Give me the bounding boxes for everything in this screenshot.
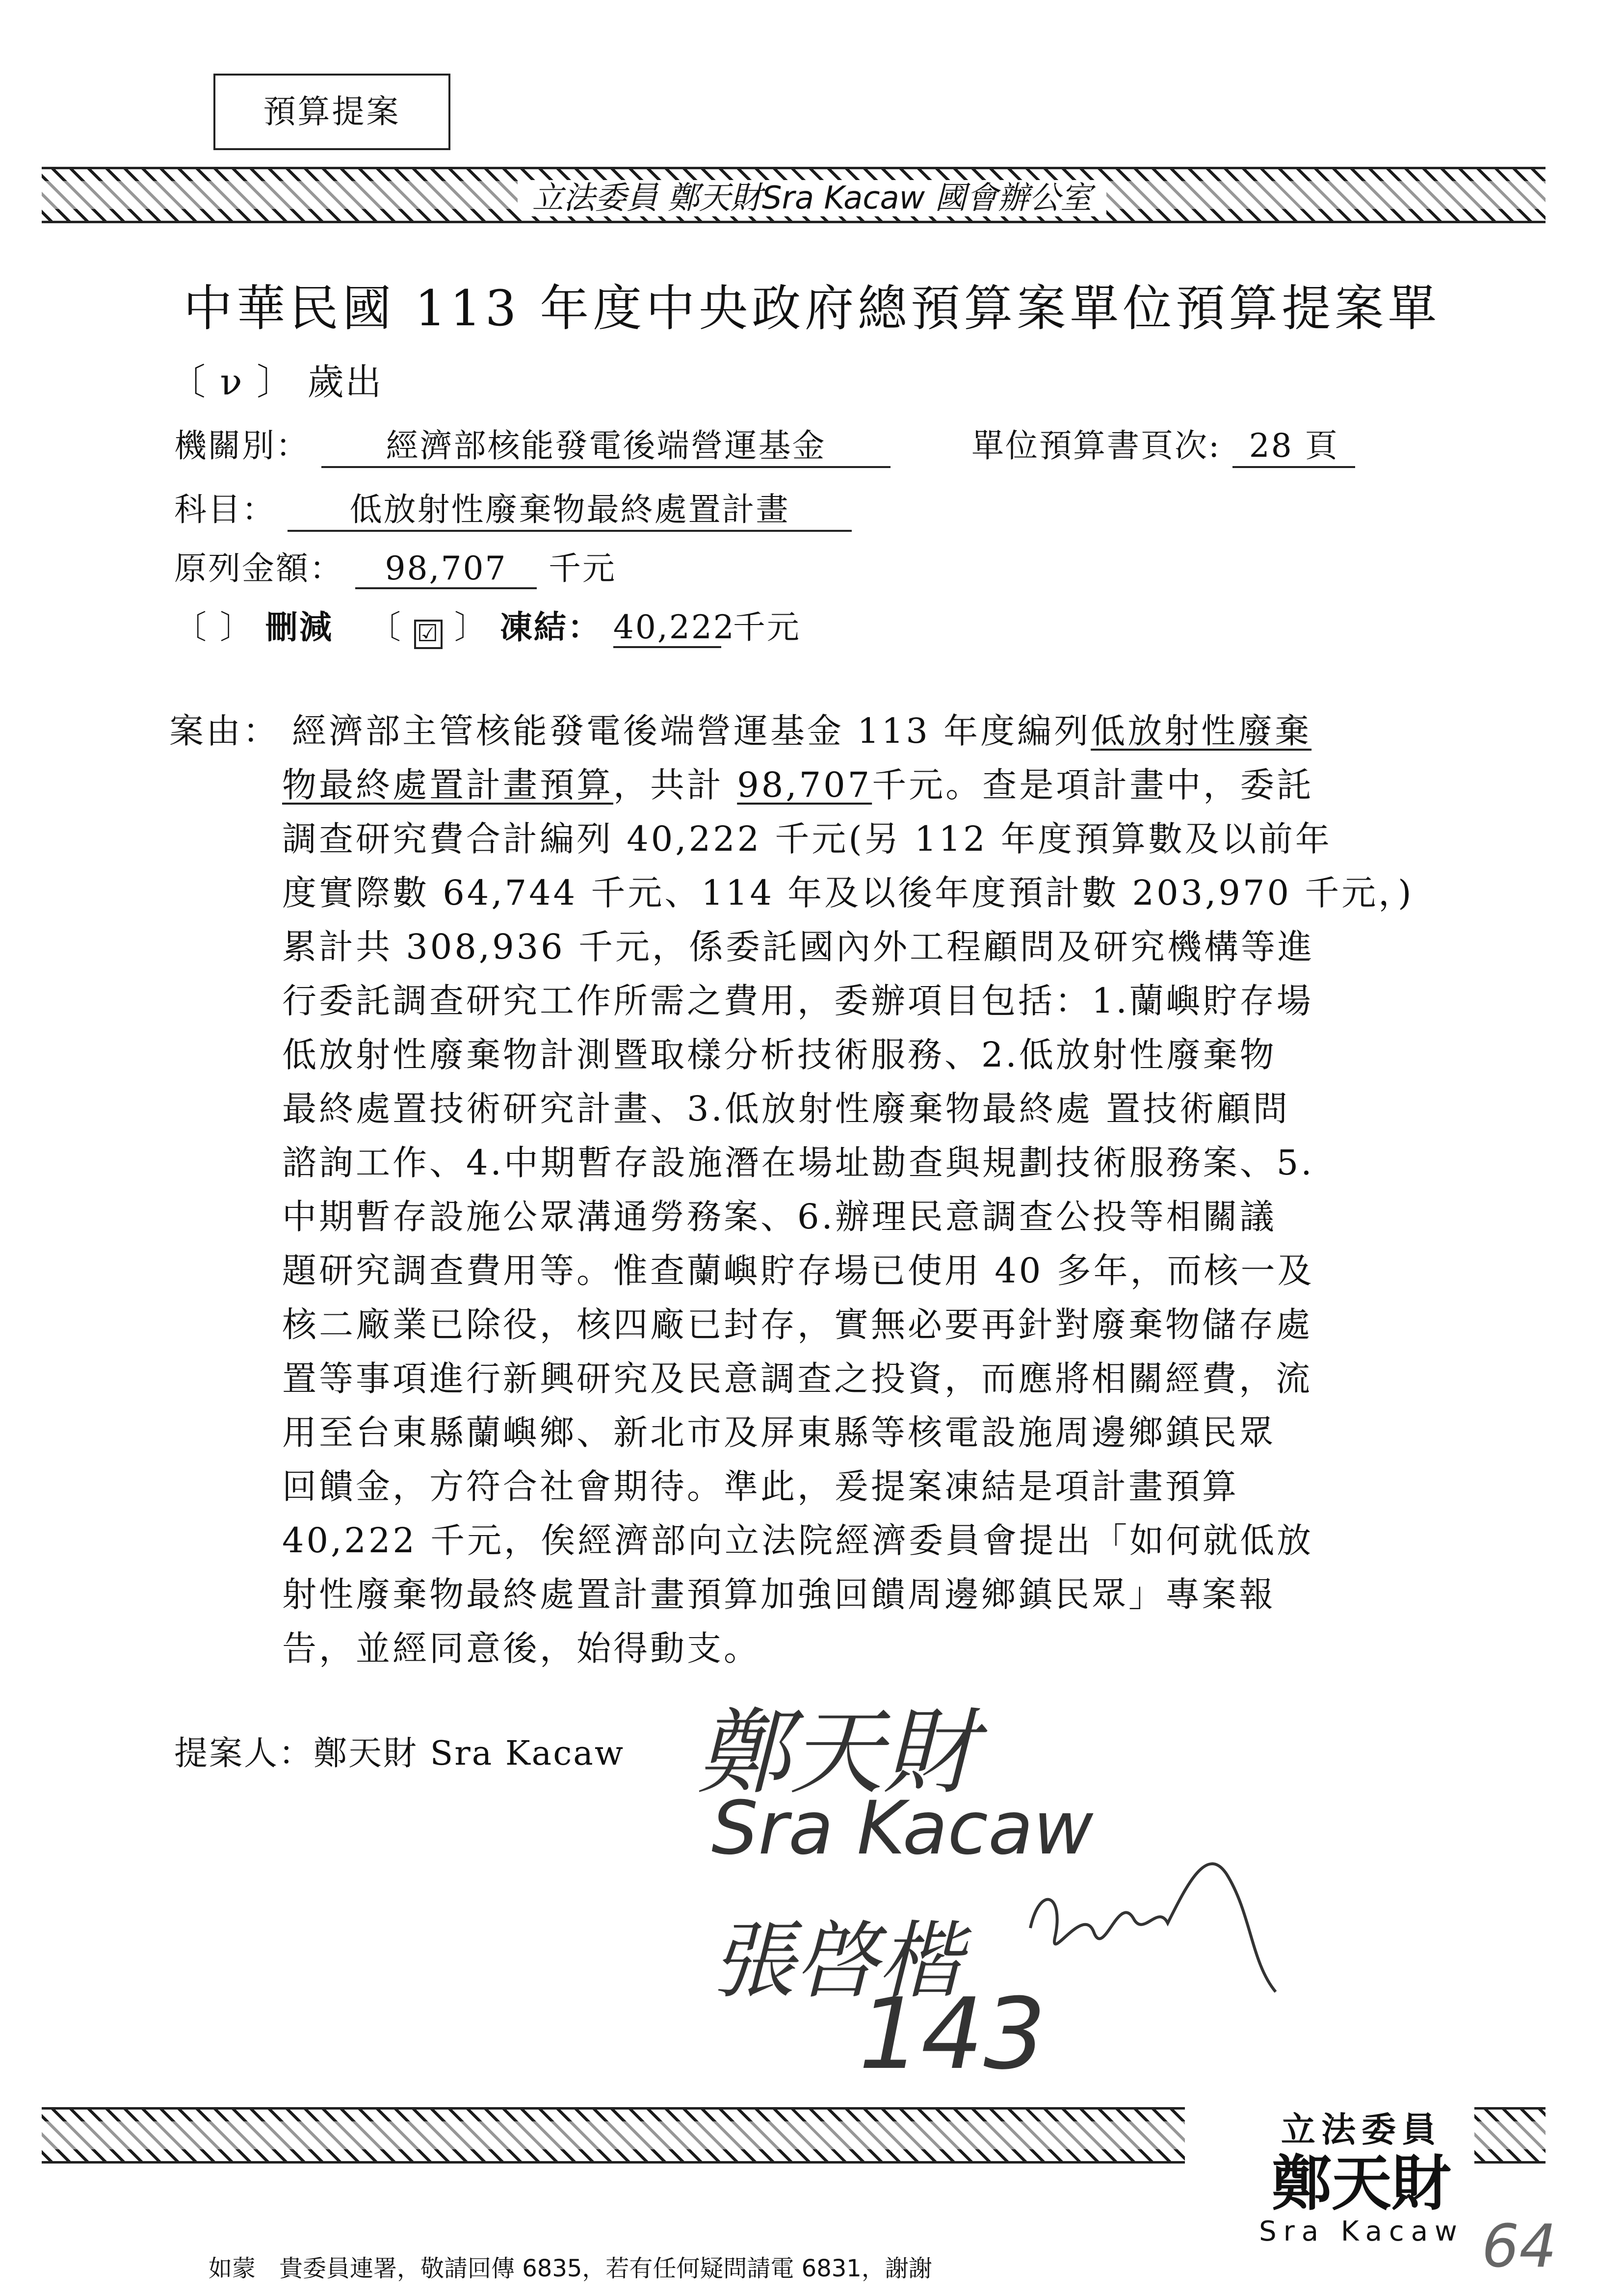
- expenditure-label: 歲出: [307, 361, 383, 403]
- original-amount-value: 98,707: [355, 549, 537, 589]
- cut-label: 刪減: [265, 608, 333, 646]
- budget-page-row: [971, 419, 1355, 468]
- freeze-value: 40,222: [613, 608, 721, 648]
- original-amount-label: 原列金額：: [174, 549, 343, 587]
- cut-mark: 〔 〕: [174, 608, 254, 646]
- case-line: 回饋金，方符合社會期待。準此，爰提案凍結是項計畫預算: [282, 1466, 1239, 1507]
- signature-cosigner: 張啓楷: [711, 1913, 962, 2010]
- case-line: 低放射性廢棄物計測暨取樣分析技術服務、2.低放射性廢棄物: [282, 1035, 1277, 1075]
- case-line: 置等事項進行新興研究及民意調查之投資，而應將相關經費，流: [282, 1358, 1312, 1399]
- original-amount-unit: 千元: [548, 549, 616, 587]
- subject-label: 科目：: [174, 491, 276, 528]
- case-line: 調查研究費合計編列 40,222 千元(另 112 年度預算數及以前年: [282, 819, 1332, 859]
- cosign-number: 143: [859, 1977, 1046, 2091]
- agency-label: 機關別：: [174, 427, 310, 465]
- case-line: 行委託調查研究工作所需之費用，委辦項目包括：1.蘭嶼貯存場: [282, 981, 1313, 1021]
- subject-value: 低放射性廢棄物最終處置計畫: [288, 483, 852, 532]
- case-line: 核二廠業已除役，核四廠已封存，實無必要再針對廢棄物儲存處: [282, 1305, 1312, 1345]
- subject-row: [174, 483, 852, 532]
- budget-page-value: 28 頁: [1232, 419, 1355, 468]
- original-amount-row: [174, 542, 616, 589]
- agency-row: [174, 419, 891, 468]
- bottom-decorative-band-right: [1474, 2107, 1545, 2164]
- case-line: 40,222 千元，俟經濟部向立法院經濟委員會提出「如何就低放: [282, 1520, 1314, 1561]
- bottom-decorative-band: [42, 2107, 1185, 2164]
- case-line: 最終處置技術研究計畫、3.低放射性廢棄物最終處 置技術顧問: [282, 1089, 1290, 1129]
- form-title: 中華民國 113 年度中央政府總預算案單位預算提案單: [183, 280, 1441, 337]
- case-line: 用至台東縣蘭嶼鄉、新北市及屏東縣等核電設施周邊鄉鎮民眾: [282, 1412, 1276, 1453]
- budget-page-label: 單位預算書頁次:: [971, 427, 1221, 465]
- freeze-close: 〕: [454, 608, 488, 646]
- case-line: 度實際數 64,744 千元、114 年及以後年度預計數 203,970 千元，): [282, 873, 1414, 913]
- case-line: 諮詢工作、4.中期暫存設施潛在場址勘查與規劃技術服務案、5.: [282, 1143, 1314, 1183]
- freeze-checkbox[interactable]: ☑: [414, 620, 443, 649]
- expenditure-row: [169, 353, 383, 405]
- case-line: 告，並經同意後，始得動支。: [282, 1628, 760, 1669]
- freeze-open: 〔: [368, 608, 402, 646]
- expenditure-mark: 〔 ν 〕: [169, 361, 295, 403]
- case-label: 案由：: [169, 711, 280, 751]
- proposer-line: 提案人：鄭天財 Sra Kacaw: [174, 1734, 625, 1773]
- case-reason: [169, 704, 1494, 1675]
- case-line: 累計共 308,936 千元，係委託國內外工程顧問及研究機構等進: [282, 927, 1314, 967]
- case-line: 經濟部主管核能發電後端營運基金 113 年度編列低放射性廢棄: [292, 711, 1312, 751]
- page-number: 64: [1482, 2213, 1557, 2281]
- legislator-logo: 立法委員 鄭天財 Sra Kacaw: [1259, 2110, 1464, 2247]
- freeze-label: 凍結：: [499, 608, 602, 646]
- agency-value: 經濟部核能發電後端營運基金: [321, 419, 891, 468]
- case-line: 題研究調查費用等。惟查蘭嶼貯存場已使用 40 多年，而核一及: [282, 1251, 1314, 1291]
- freeze-unit: 千元: [733, 608, 801, 646]
- case-line: 物最終處置計畫預算，共計 98,707千元。查是項計畫中，委託: [282, 765, 1314, 805]
- signature-scribble: [1021, 1825, 1295, 2011]
- footer-note: 如蒙 貴委員連署，敬請回傳 6835，若有任何疑問請電 6831，謝謝: [209, 2255, 932, 2282]
- signature-cheng: 鄭天財: [697, 1698, 977, 1807]
- office-banner: 立法委員 鄭天財Sra Kacaw 國會辦公室: [0, 173, 1624, 218]
- signature-srakacaw: Sra Kacaw: [711, 1786, 1094, 1871]
- action-row: [174, 601, 801, 649]
- category-tag: 預算提案: [213, 74, 450, 150]
- case-line: 射性廢棄物最終處置計畫預算加強回饋周邊鄉鎮民眾」專案報: [282, 1574, 1276, 1615]
- case-line: 中期暫存設施公眾溝通勞務案、6.辦理民意調查公投等相關議: [282, 1197, 1277, 1237]
